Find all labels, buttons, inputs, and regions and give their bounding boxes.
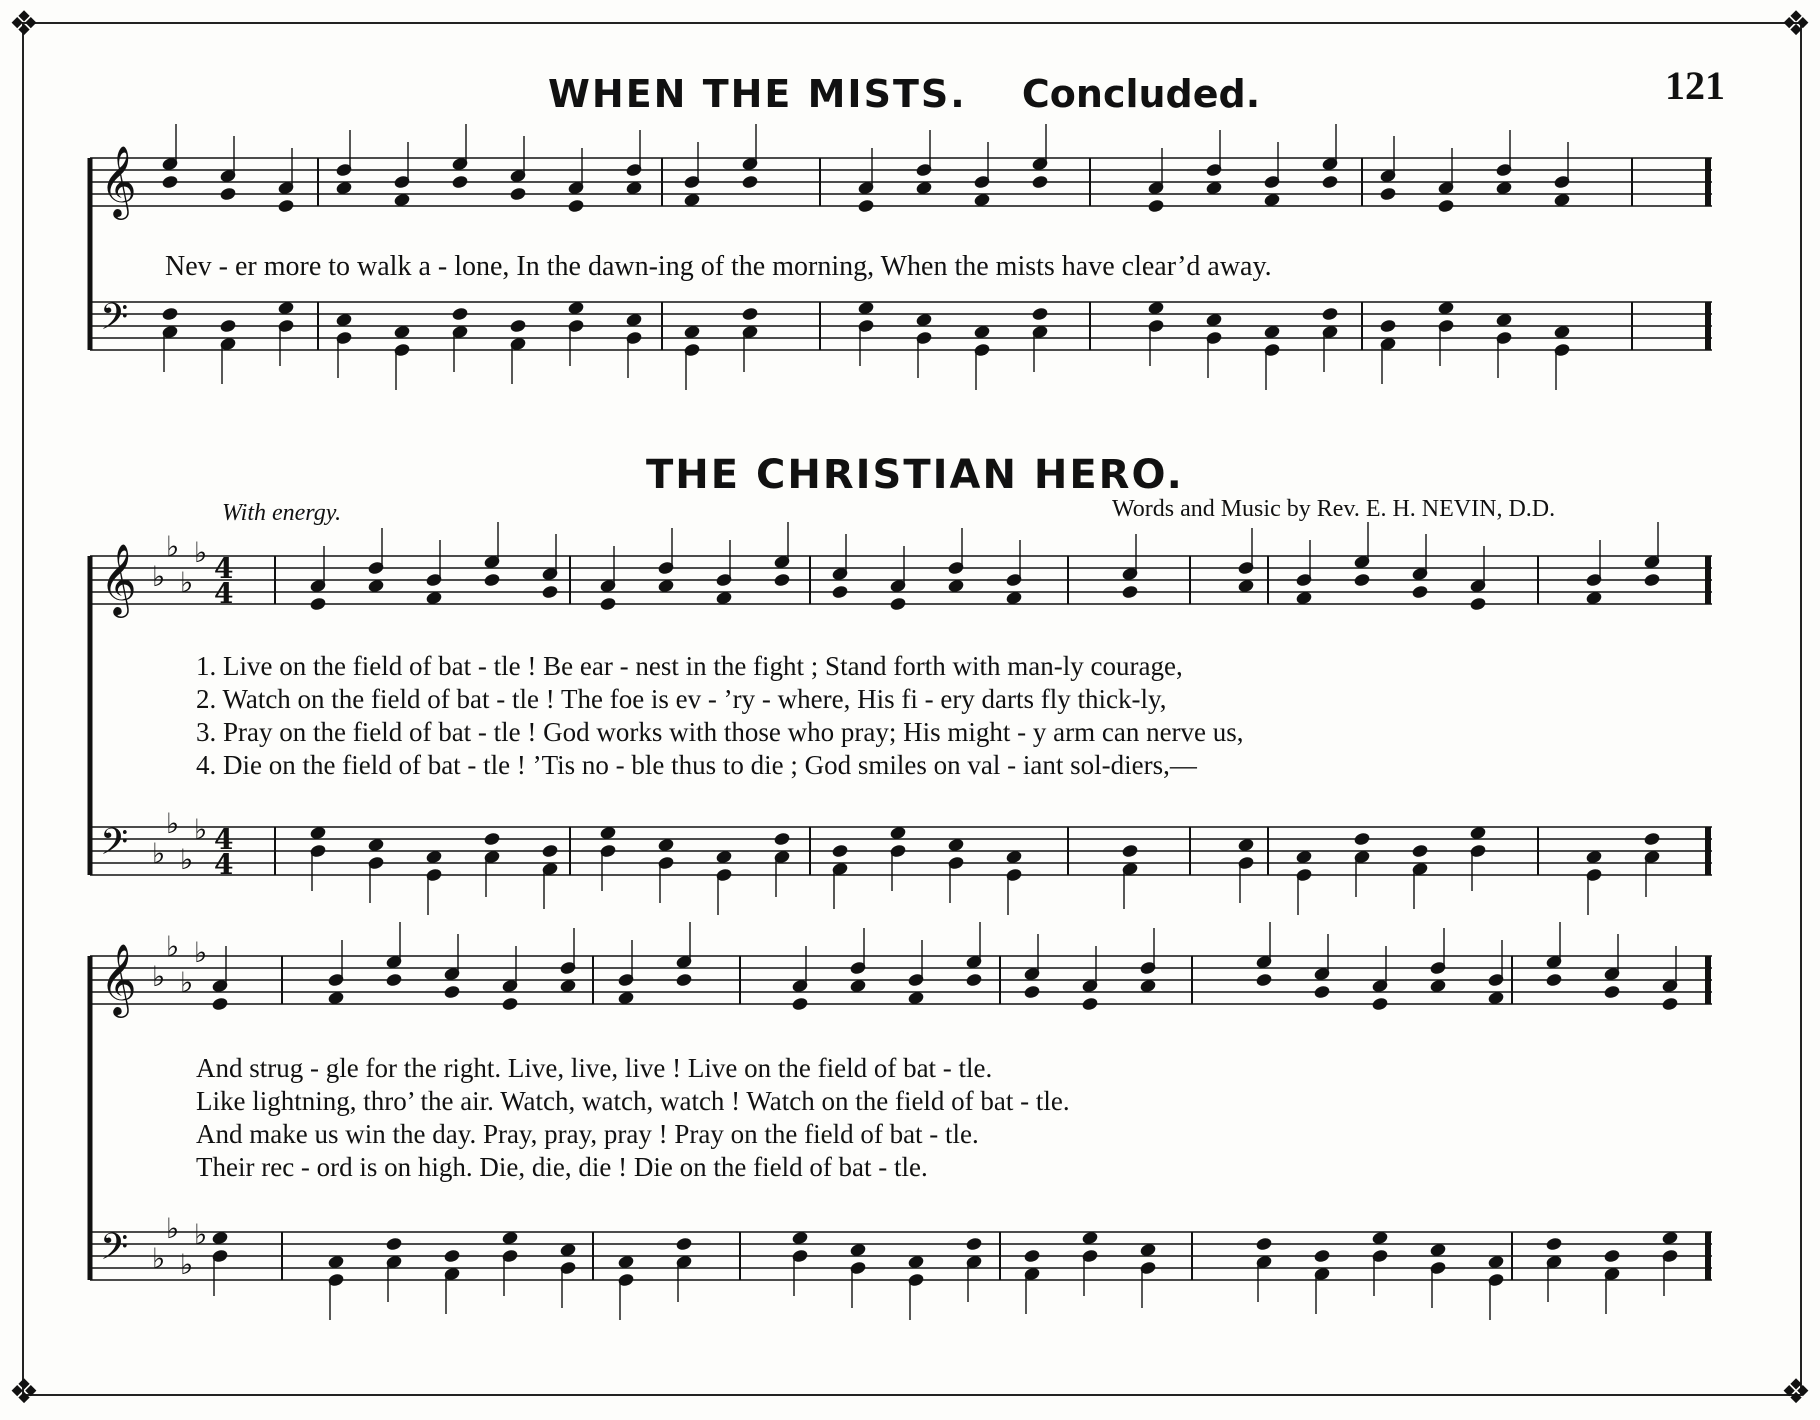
flat-sign-icon: ♭ [152,560,166,593]
notehead [831,843,849,858]
notehead [675,1236,693,1251]
notehead [1121,843,1139,858]
corner-ornament-top-left-icon: ❖ [8,4,40,44]
notehead [277,198,295,213]
notehead [1255,1236,1273,1251]
notehead [1603,1248,1621,1263]
notehead [1255,972,1273,987]
time-signature-bottom: 4 [214,577,234,610]
notehead [1321,174,1339,189]
notehead [1661,996,1679,1011]
notehead [541,843,559,858]
flat-sign-icon: ♭ [166,930,180,963]
title-top: WHEN THE MISTS. [548,72,967,116]
notehead [1437,198,1455,213]
flat-sign-icon: ♭ [152,837,166,870]
notehead [451,306,469,321]
flat-sign-icon: ♭ [180,566,194,599]
notehead [443,1248,461,1263]
notehead [1603,984,1621,999]
bass-clef-icon: 𝄢 [100,821,129,872]
notehead [219,318,237,333]
notehead [161,174,179,189]
notehead [219,186,237,201]
flat-sign-icon: ♭ [166,1212,180,1245]
notehead [1379,186,1397,201]
flat-sign-icon: ♭ [194,1218,208,1251]
notehead [483,572,501,587]
notehead [1545,972,1563,987]
notehead [1411,584,1429,599]
flat-sign-icon: ♭ [194,813,208,846]
notehead [889,596,907,611]
notehead [509,318,527,333]
notehead [509,186,527,201]
notehead [1379,318,1397,333]
notehead [1643,831,1661,846]
corner-ornament-bottom-right-icon: ❖ [1780,1372,1812,1412]
corner-ornament-top-right-icon: ❖ [1780,4,1812,44]
notehead [309,596,327,611]
flat-sign-icon: ♭ [180,966,194,999]
flat-sign-icon: ♭ [152,960,166,993]
notehead [385,1236,403,1251]
treble-clef-icon: 𝄞 [100,144,137,217]
notehead [1353,572,1371,587]
notehead [1313,1248,1331,1263]
verse-line: And strug - gle for the right. Live, live, live ! Live on the field of bat - tle. [196,1053,993,1083]
time-signature-top: 4 [214,552,234,585]
notehead [741,174,759,189]
notehead [1023,984,1041,999]
notehead [211,996,229,1011]
title-christian-hero: THE CHRISTIAN HERO. [646,452,1184,498]
notehead [831,584,849,599]
notehead [1469,596,1487,611]
bass-clef-icon: 𝄢 [100,1226,129,1277]
flat-sign-icon: ♭ [152,1242,166,1275]
flat-sign-icon: ♭ [194,936,208,969]
verse-line: Their rec - ord is on high. Die, die, die ! Die on the field of bat - tle. [196,1152,928,1182]
verse-line: 3. Pray on the field of bat - tle ! God works with those who pray; His might - y arm can nerve us, [196,717,1244,747]
notehead [599,596,617,611]
notehead [773,572,791,587]
notehead [1411,843,1429,858]
notehead [1031,174,1049,189]
verse-line: 4. Die on the field of bat - tle ! ’Tis no - ble thus to die ; God smiles on val - iant sol-diers,— [196,750,1197,780]
notehead [501,996,519,1011]
page-number: 121 [1665,63,1725,108]
tempo-marking: With energy. [222,500,342,526]
flat-sign-icon: ♭ [194,536,208,569]
notehead [443,984,461,999]
notehead [1023,1248,1041,1263]
verse-line: 1. Live on the field of bat - tle ! Be ear - nest in the fight ; Stand forth with man-ly courage, [196,651,1183,681]
notehead [1147,198,1165,213]
title-top-suffix: Concluded. [1021,72,1261,116]
verse-line: And make us win the day. Pray, pray, pray ! Pray on the field of bat - tle. [196,1119,979,1149]
notehead [483,831,501,846]
flat-sign-icon: ♭ [166,530,180,563]
notehead [451,174,469,189]
notehead [773,831,791,846]
notehead [1545,1236,1563,1251]
treble-clef-icon: 𝄞 [100,542,137,615]
notehead [965,972,983,987]
notehead [741,306,759,321]
time-signature-top: 4 [214,823,234,856]
notehead [1081,996,1099,1011]
notehead [791,996,809,1011]
flat-sign-icon: ♭ [180,1248,194,1281]
verse-line: 2. Watch on the field of bat - tle ! The foe is ev - ’ry - where, His fi - ery darts fly thick-ly, [196,684,1167,714]
notehead [675,972,693,987]
notehead [1321,306,1339,321]
notehead [541,584,559,599]
verse-line: Like lightning, thro’ the air. Watch, watch, watch ! Watch on the field of bat - tle. [196,1086,1070,1116]
notehead [567,198,585,213]
time-signature-bottom: 4 [214,848,234,881]
notehead [385,972,403,987]
notehead [161,306,179,321]
bass-clef-icon: 𝄢 [100,296,129,347]
corner-ornament-bottom-left-icon: ❖ [8,1372,40,1412]
notehead [857,198,875,213]
notehead [965,1236,983,1251]
notehead [1031,306,1049,321]
notehead [1643,572,1661,587]
flat-sign-icon: ♭ [166,807,180,840]
lyrics-mists: Nev - er more to walk a - lone, In the dawn-ing of the morning, When the mists have clear’d away. [165,251,1272,282]
credits-line: Words and Music by Rev. E. H. NEVIN, D.D. [1112,496,1556,522]
notehead [1313,984,1331,999]
treble-clef-icon: 𝄞 [100,942,137,1015]
notehead [1371,996,1389,1011]
notehead [1121,584,1139,599]
notehead [1353,831,1371,846]
flat-sign-icon: ♭ [180,843,194,876]
